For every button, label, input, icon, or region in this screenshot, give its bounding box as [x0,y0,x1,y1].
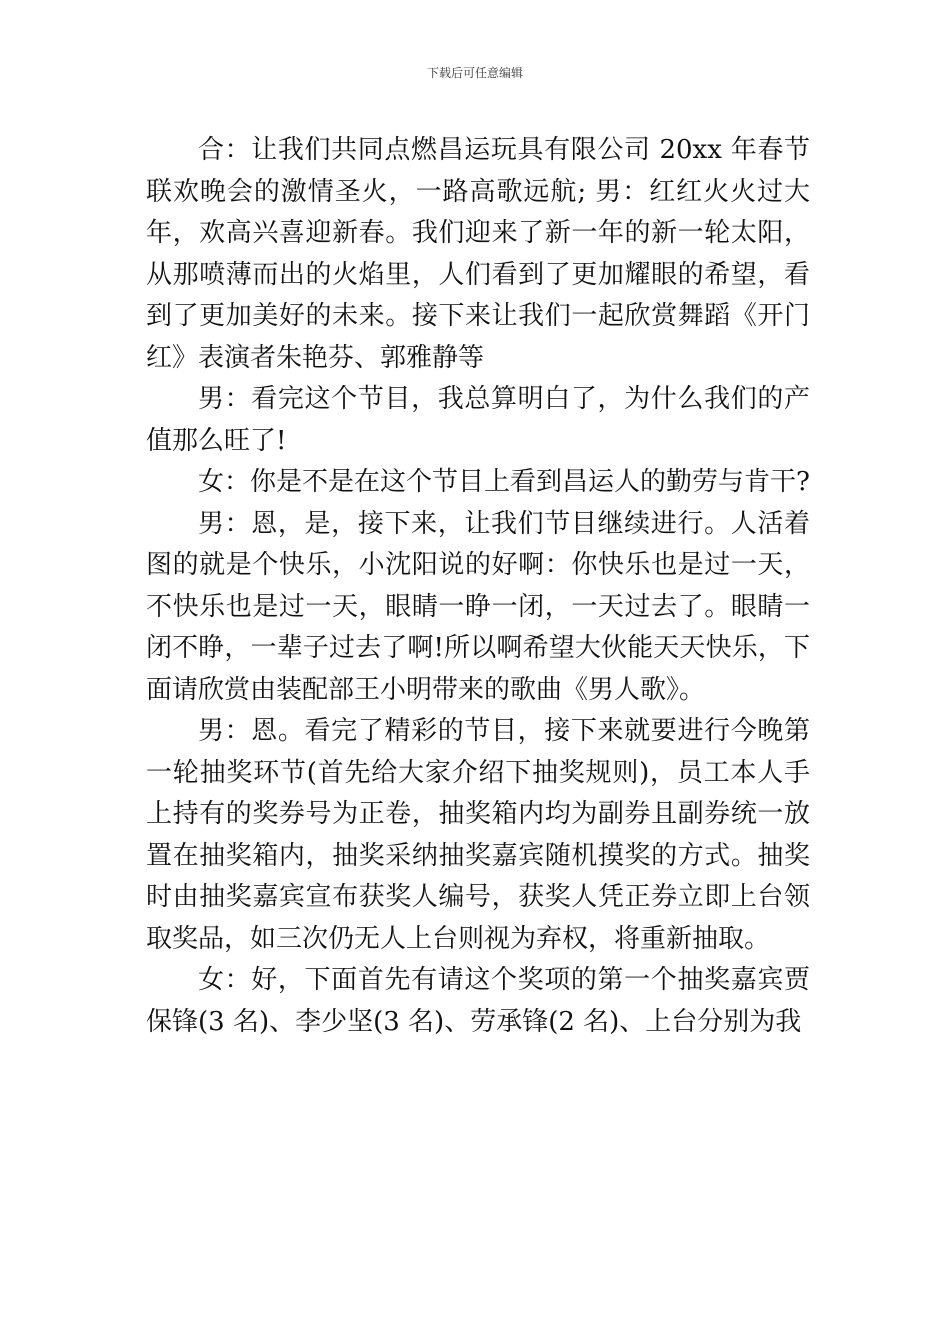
paragraph-2: 男：看完这个节目，我总算明白了，为什么我们的产值那么旺了! [146,384,810,456]
paragraph-4: 男：恩，是，接下来，让我们节目继续进行。人活着图的就是个快乐，小沈阳说的好啊：你快乐也是过一天，不快乐也是过一天，眼睛一睁一闭，一天过去了。眼睛一闭不睁，一辈子过去了啊!所以啊希望大伙能天天快乐，下面请欣赏由装配部王小明带来的歌曲《男人歌》。 [146,508,810,705]
paragraph-3: 女：你是不是在这个节目上看到昌运人的勤劳与肯干? [198,467,810,497]
paragraph-1: 合：让我们共同点燃昌运玩具有限公司 20xx 年春节联欢晚会的激情圣火，一路高歌远航; 男：红红火火过大年，欢高兴喜迎新春。我们迎来了新一年的新一轮太阳，从那喷薄而出的火焰里，人们看到了更加耀眼的希望，看到了更加美好的未来。接下来让我们一起欣赏舞蹈《开门红》表演者朱艳芬、郭雅静等 [146,135,810,373]
paragraph-6: 女：好，下面首先有请这个奖项的第一个抽奖嘉宾贾保锋(3 名)、李少坚(3 名)、劳承锋(2 名)、上台分别为我 [146,965,810,1037]
page-header: 下载后可任意编辑 [426,66,523,80]
paragraph-5: 男：恩。看完了精彩的节目，接下来就要进行今晚第一轮抽奖环节(首先给大家介绍下抽奖规则)，员工本人手上持有的奖券号为正卷，抽奖箱内均为副券且副券统一放置在抽奖箱内，抽奖采纳抽奖嘉宾随机摸奖的方式。抽奖时由抽奖嘉宾宣布获奖人编号，获奖人凭正券立即上台领取奖品，如三次仍无人上台则视为弃权，将重新抽取。 [146,716,810,954]
document-body [146,130,810,1043]
